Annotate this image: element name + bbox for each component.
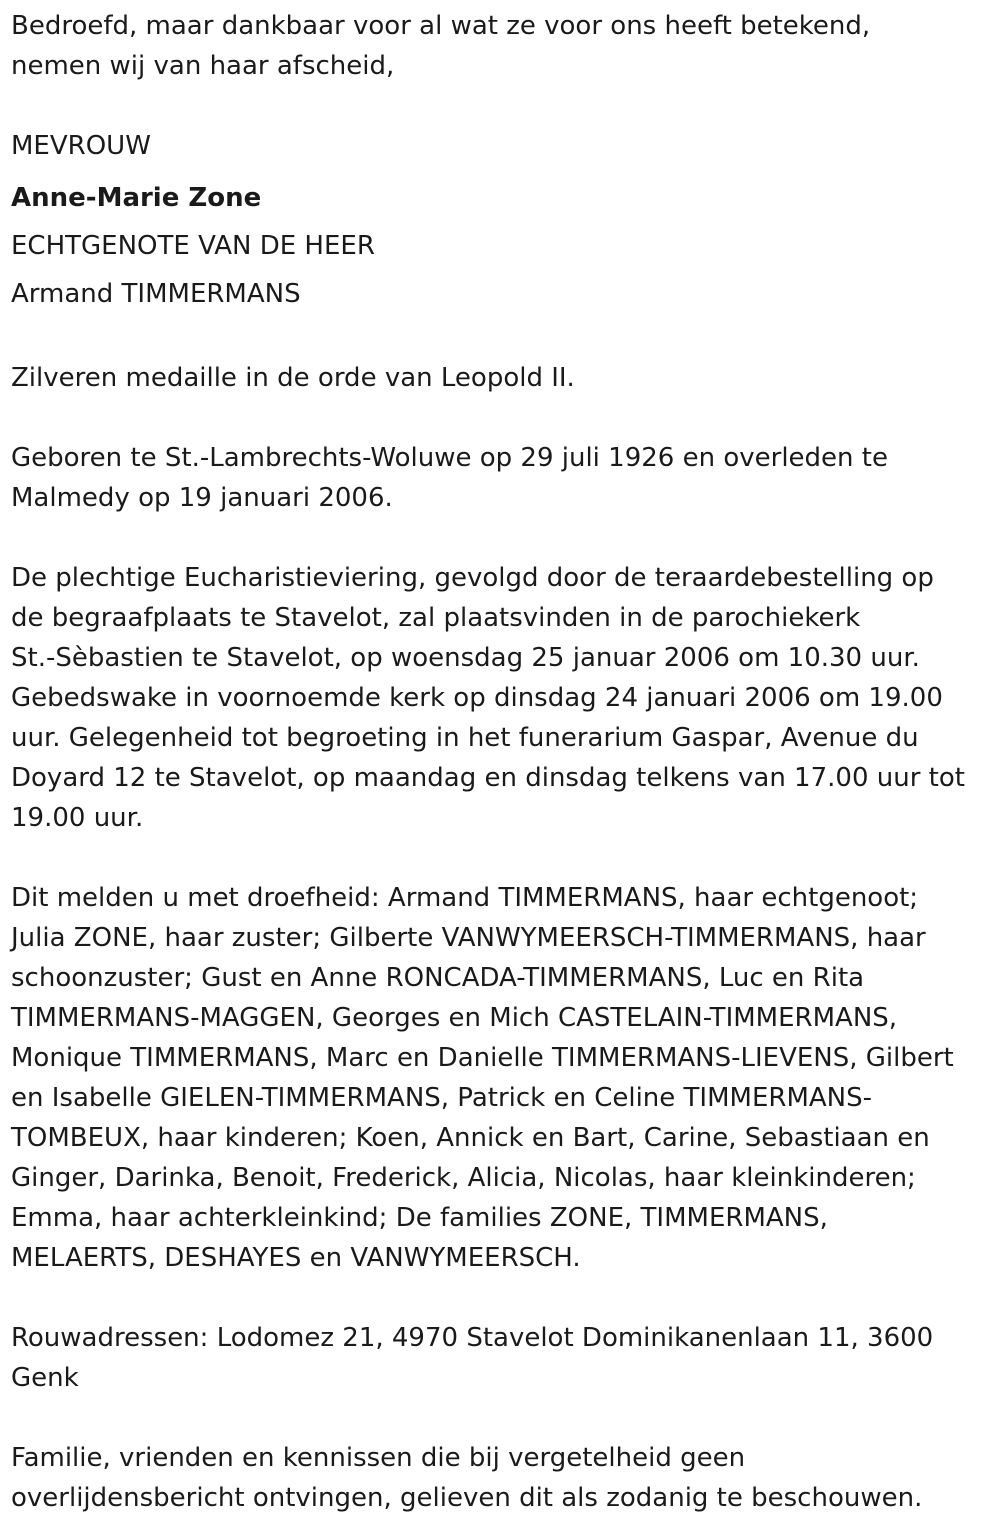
honor-paragraph — [11, 358, 986, 398]
deceased-block — [11, 126, 986, 318]
ceremony-line: St.-Sèbastien te Stavelot, op woensdag 25 januar 2006 om 10.30 uur. — [11, 643, 920, 673]
family-line: Emma, haar achterkleinkind; De families ZONE, TIMMERMANS, — [11, 1203, 828, 1233]
family-paragraph — [11, 878, 986, 1278]
birth-death-line: Geboren te St.-Lambrechts-Woluwe op 29 juli 1926 en overleden te — [11, 443, 888, 473]
family-line: Dit melden u met droefheid: Armand TIMMERMANS, haar echtgenoot; — [11, 883, 919, 913]
ceremony-line: Gebedswake in voornoemde kerk op dinsdag 24 januari 2006 om 19.00 — [11, 683, 943, 713]
intro-line: nemen wij van haar afscheid, — [11, 51, 395, 81]
address-line: Rouwadressen: Lodomez 21, 4970 Stavelot Dominikanenlaan 11, 3600 — [11, 1323, 934, 1353]
family-line: en Isabelle GIELEN-TIMMERMANS, Patrick en Celine TIMMERMANS- — [11, 1083, 873, 1113]
intro-paragraph — [11, 6, 986, 86]
family-line: TIMMERMANS-MAGGEN, Georges en Mich CASTELAIN-TIMMERMANS, — [11, 1003, 898, 1033]
family-line: Ginger, Darinka, Benoit, Frederick, Alicia, Nicolas, haar kleinkinderen; — [11, 1163, 916, 1193]
family-line: MELAERTS, DESHAYES en VANWYMEERSCH. — [11, 1243, 581, 1273]
ceremony-paragraph — [11, 558, 986, 838]
relation-label: ECHTGENOTE VAN DE HEER — [11, 231, 375, 261]
birth-death-line: Malmedy op 19 januari 2006. — [11, 483, 393, 513]
spacer — [11, 398, 986, 438]
ceremony-line: uur. Gelegenheid tot begroeting in het funerarium Gaspar, Avenue du — [11, 723, 919, 753]
honorific: MEVROUW — [11, 131, 151, 161]
ceremony-line: 19.00 uur. — [11, 803, 144, 833]
spacer — [11, 518, 986, 558]
family-line: schoonzuster; Gust en Anne RONCADA-TIMMERMANS, Luc en Rita — [11, 963, 865, 993]
deceased-name: Anne-Marie Zone — [11, 183, 262, 213]
ceremony-line: De plechtige Eucharistieviering, gevolgd door de teraardebestelling op — [11, 563, 934, 593]
spouse-name: Armand TIMMERMANS — [11, 279, 301, 309]
honor-text: Zilveren medaille in de orde van Leopold II. — [11, 363, 575, 393]
spacer — [11, 318, 986, 358]
spacer — [11, 838, 986, 878]
spacer — [11, 1398, 986, 1438]
intro-line: Bedroefd, maar dankbaar voor al wat ze voor ons heeft betekend, — [11, 11, 871, 41]
closing-line: overlijdensbericht ontvingen, gelieven dit als zodanig te beschouwen. — [11, 1483, 923, 1513]
ceremony-line: de begraafplaats te Stavelot, zal plaatsvinden in de parochiekerk — [11, 603, 861, 633]
spacer — [11, 1278, 986, 1318]
family-line: Monique TIMMERMANS, Marc en Danielle TIMMERMANS-LIEVENS, Gilbert — [11, 1043, 954, 1073]
spacer — [11, 86, 986, 126]
obituary-document — [11, 6, 986, 1518]
closing-paragraph — [11, 1438, 986, 1518]
birth-death-paragraph — [11, 438, 986, 518]
addresses-paragraph — [11, 1318, 986, 1398]
address-line: Genk — [11, 1363, 79, 1393]
family-line: Julia ZONE, haar zuster; Gilberte VANWYMEERSCH-TIMMERMANS, haar — [11, 923, 926, 953]
closing-line: Familie, vrienden en kennissen die bij vergetelheid geen — [11, 1443, 746, 1473]
family-line: TOMBEUX, haar kinderen; Koen, Annick en Bart, Carine, Sebastiaan en — [11, 1123, 930, 1153]
ceremony-line: Doyard 12 te Stavelot, op maandag en dinsdag telkens van 17.00 uur tot — [11, 763, 965, 793]
